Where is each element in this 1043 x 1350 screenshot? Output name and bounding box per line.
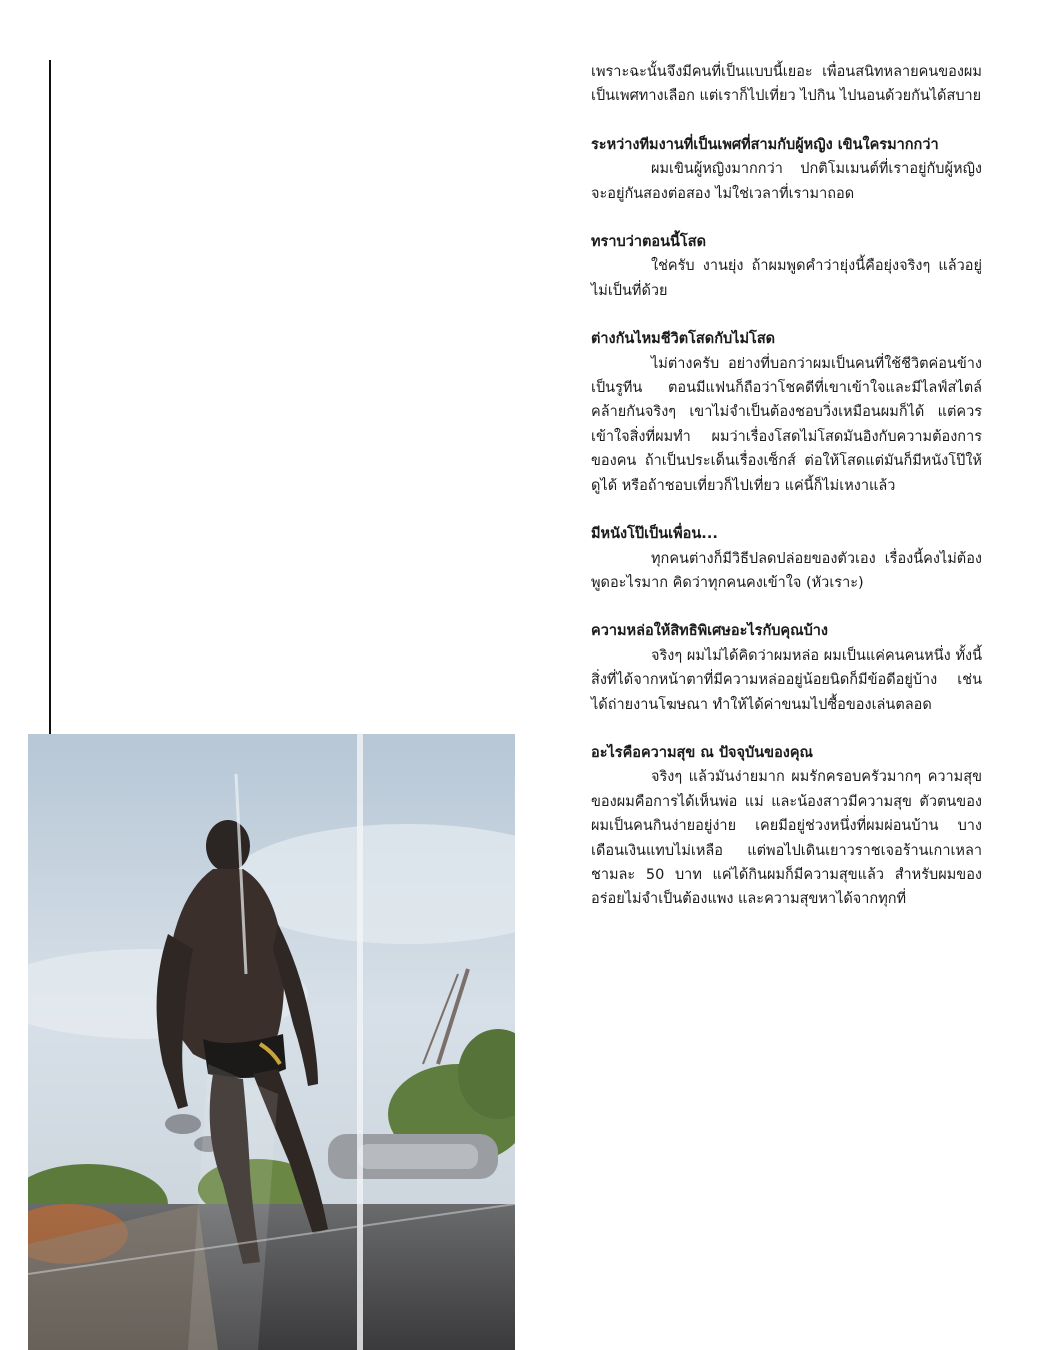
photo-illustration: [28, 734, 515, 1350]
question-heading: ต่างกันไหมชีวิตโสดกับไม่โสด: [591, 331, 776, 348]
answer-paragraph: ไม่ต่างครับ อย่างที่บอกว่าผมเป็นคนที่ใช้ชีวิตค่อนข้างเป็นรูทีน ตอนมีแฟนก็ถือว่าโชคดีที่เขาเข้าใจและมีไลฟ์สไตล์คล้ายกันจริงๆ เขาไม่จำเป็นต้องชอบวิ่งเหมือนผมก็ได้ แต่ควรเข้าใจสิ่งที่ผมทำ ผมว่าเรื่องโสดไม่โสดมันอิงกับความต้องการของคน ถ้าเป็นประเด็นเรื่องเซ็กส์ ต่อให้โสดแต่มันก็มีหนังโป๊ให้ดูได้ หรือถ้าชอบเที่ยวก็ไปเที่ยว แค่นี้ก็ไม่เหงาแล้ว: [591, 355, 982, 494]
lead-paragraph: เพราะฉะนั้นจึงมีคนที่เป็นแบบนี้เยอะ เพื่อนสนิทหลายคนของผมเป็นเพศทางเลือก แต่เราก็ไปเที่ยว ไปกิน ไปนอนด้วยกันได้สบาย: [591, 64, 982, 105]
qa-section: [591, 230, 982, 303]
satellite-dish: [165, 1114, 201, 1134]
qa-section: [591, 619, 982, 717]
rooftop-tank-highlight: [358, 1144, 478, 1169]
qa-section: [591, 327, 982, 498]
article-text-column: [591, 60, 982, 936]
qa-section: [591, 741, 982, 912]
vertical-divider-line: [49, 60, 51, 736]
question-heading: อะไรคือความสุข ณ ปัจจุบันของคุณ: [591, 744, 814, 761]
answer-paragraph: จริงๆ ผมไม่ได้คิดว่าผมหล่อ ผมเป็นแค่คนคนหนึ่ง ทั้งนี้สิ่งที่ได้จากหน้าตาที่มีความหล่ออยู่น้อยนิดก็มีข้อดีอยู่บ้าง เช่น ได้ถ่ายงานโฆษณา ทำให้ได้ค่าขนมไปซื้อของเล่นตลอด: [591, 647, 982, 713]
question-heading: ระหว่างทีมงานที่เป็นเพศที่สามกับผู้หญิง เขินใครมากกว่า: [591, 136, 939, 153]
answer-paragraph: จริงๆ แล้วมันง่ายมาก ผมรักครอบครัวมากๆ ความสุขของผมคือการได้เห็นพ่อ แม่ และน้องสาวมีความสุข ตัวตนของผมเป็นคนกินง่ายอยู่ง่าย เคยมีอยู่ช่วงหนึ่งที่ผมผ่อนบ้าน บางเดือนเงินแทบไม่เหลือ แต่พอไปเดินเยาวราชเจอร้านเกาเหลาชามละ 50 บาท แค่ได้กินผมก็มีความสุขแล้ว สำหรับผมของอร่อยไม่จำเป็นต้องแพง และความสุขหาได้จากทุกที่: [591, 769, 982, 908]
qa-section: [591, 522, 982, 595]
question-heading: ความหล่อให้สิทธิพิเศษอะไรกับคุณบ้าง: [591, 623, 829, 640]
question-heading: มีหนังโป๊เป็นเพื่อน...: [591, 526, 718, 543]
article-photo: [28, 734, 515, 1350]
answer-paragraph: ใช่ครับ งานยุ่ง ถ้าผมพูดคำว่ายุ่งนี้คือยุ่งจริงๆ แล้วอยู่ไม่เป็นที่ด้วย: [591, 258, 982, 299]
lead-paragraph-block: [591, 60, 982, 109]
answer-paragraph: ทุกคนต่างก็มีวิธีปลดปล่อยของตัวเอง เรื่องนี้คงไม่ต้องพูดอะไรมาก คิดว่าทุกคนคงเข้าใจ (หัวเราะ): [591, 550, 982, 591]
answer-paragraph: ผมเขินผู้หญิงมากกว่า ปกติโมเมนต์ที่เราอยู่กับผู้หญิงจะอยู่กันสองต่อสอง ไม่ใช่เวลาที่เรามาถอด: [591, 161, 982, 202]
question-heading: ทราบว่าตอนนี้โสด: [591, 234, 706, 251]
qa-section: [591, 133, 982, 206]
